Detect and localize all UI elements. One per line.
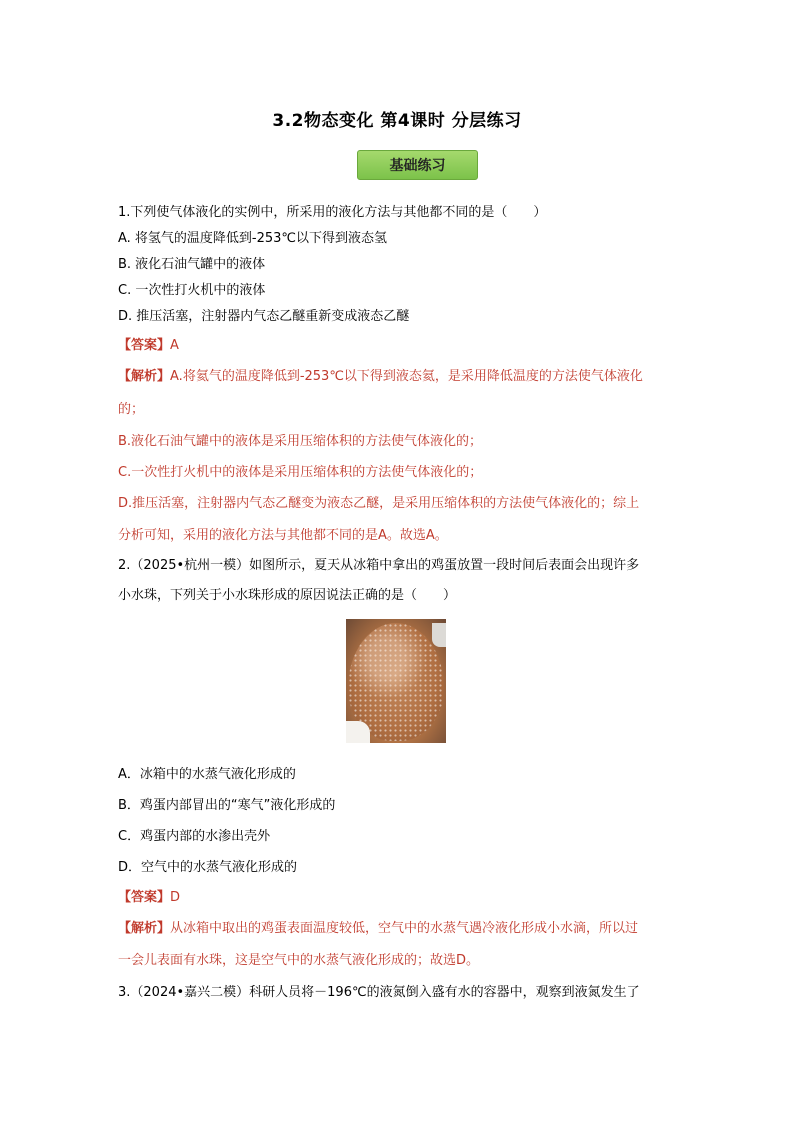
q2-answer-value: D xyxy=(170,890,181,905)
q2-option-c: C．鸡蛋内部的水渗出壳外 xyxy=(118,829,271,844)
egg-photo xyxy=(346,619,446,743)
q1-answer xyxy=(118,338,179,354)
q1-analysis-line-5: D.推压活塞，注射器内气态乙醚变为液态乙醚，是采用压缩体积的方法使气体液化的；综上 xyxy=(118,496,640,511)
q2-option-a: A．冰箱中的水蒸气液化形成的 xyxy=(118,767,296,782)
q2-option-d: D．空气中的水蒸气液化形成的 xyxy=(118,860,298,875)
q2-analysis-line-1 xyxy=(118,921,638,937)
q1-stem: 1.下列使气体液化的实例中，所采用的液化方法与其他都不同的是（ ） xyxy=(118,205,547,220)
q1-analysis-line-6: 分析可知，采用的液化方法与其他都不同的是A。故选A。 xyxy=(118,528,448,543)
q1-answer-value: A xyxy=(170,338,179,353)
q1-analysis-line-4: C.一次性打火机中的液体是采用压缩体积的方法使气体液化的； xyxy=(118,465,483,480)
photo-background-patch xyxy=(432,623,446,647)
q2-answer-tag: 【答案】 xyxy=(118,890,171,905)
q1-option-d: D. 推压活塞，注射器内气态乙醚重新变成液态乙醚 xyxy=(118,309,410,324)
q1-analysis-tag: 【解析】 xyxy=(118,369,171,384)
q1-option-a: A. 将氢气的温度降低到-253℃以下得到液态氢 xyxy=(118,231,388,246)
q1-analysis-line-3: B.液化石油气罐中的液体是采用压缩体积的方法使气体液化的； xyxy=(118,434,483,449)
q1-analysis-text-1: A.将氦气的温度降低到-253℃以下得到液态氦，是采用降低温度的方法使气体液化 xyxy=(170,369,643,384)
q2-analysis-line-2: 一会儿表面有水珠，这是空气中的水蒸气液化形成的；故选D。 xyxy=(118,953,480,968)
q2-stem-line-1: 2.（2025•杭州一模）如图所示，夏天从冰箱中拿出的鸡蛋放置一段时间后表面会出现许多 xyxy=(118,558,640,573)
q2-stem-line-2: 小水珠，下列关于小水珠形成的原因说法正确的是（ ） xyxy=(118,588,457,603)
photo-background-patch xyxy=(346,721,370,743)
q1-option-c: C. 一次性打火机中的液体 xyxy=(118,283,266,298)
q1-analysis-line-2: 的； xyxy=(118,402,145,417)
q1-analysis-line-1 xyxy=(118,369,643,385)
q2-answer xyxy=(118,890,180,906)
section-badge: 基础练习 xyxy=(357,150,478,180)
q1-answer-tag: 【答案】 xyxy=(118,338,171,353)
page-title: 3.2物态变化 第4课时 分层练习 xyxy=(272,111,522,131)
q1-option-b: B. 液化石油气罐中的液体 xyxy=(118,257,266,272)
q3-stem-line-1: 3.（2024•嘉兴二模）科研人员将－196℃的液氮倒入盛有水的容器中，观察到液氮发生了 xyxy=(118,985,640,1000)
q2-option-b: B．鸡蛋内部冒出的“寒气”液化形成的 xyxy=(118,798,336,813)
q2-analysis-tag: 【解析】 xyxy=(118,921,171,936)
q2-analysis-text-1: 从冰箱中取出的鸡蛋表面温度较低，空气中的水蒸气遇冷液化形成小水滴，所以过 xyxy=(170,921,639,936)
